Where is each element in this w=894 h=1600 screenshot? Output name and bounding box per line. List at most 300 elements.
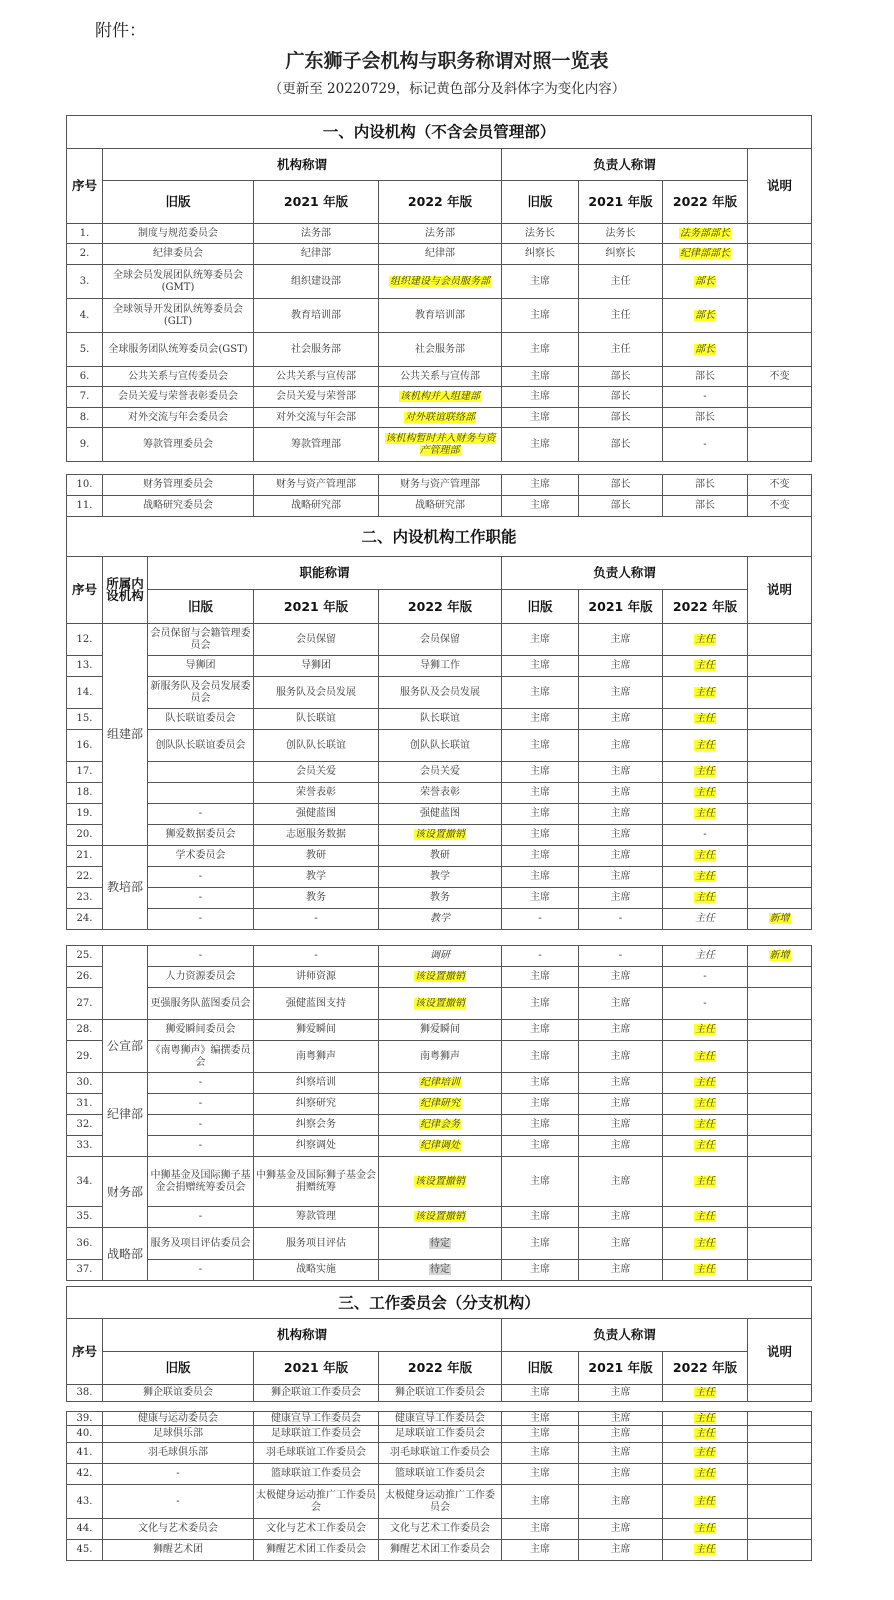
cell-text: 学术委员会 (175, 850, 226, 861)
cell-old (103, 496, 254, 517)
cell-l21 (579, 846, 663, 867)
table-row (67, 967, 812, 988)
cell-text: 部长 (610, 438, 631, 450)
cell-text: - (703, 971, 707, 982)
cell-old (148, 1207, 254, 1228)
cell-v21 (254, 1485, 379, 1519)
cell-text: 40. (76, 1428, 93, 1439)
col-seq: 序号 (67, 1319, 103, 1385)
cell-n (67, 265, 103, 299)
cell-l22 (663, 783, 748, 804)
cell-old (148, 1020, 254, 1041)
table-row (67, 387, 812, 408)
cell-text: 导狮团 (301, 660, 331, 671)
cell-text: 纠察调处 (296, 1140, 336, 1151)
cell-text: 筹款管理 (296, 1211, 336, 1222)
cell-text: - (198, 1077, 203, 1088)
cell-v22 (379, 1115, 502, 1136)
cell-note (748, 1426, 812, 1443)
cell-text: 主席 (530, 787, 550, 798)
cell-old (148, 909, 254, 930)
cell-l22 (663, 1094, 748, 1115)
document-title: 广东狮子会机构与职务称谓对照一览表 (285, 50, 609, 72)
cell-text: 调研 (430, 950, 450, 961)
cell-v22 (379, 709, 502, 730)
cell-text: 主席 (530, 1468, 550, 1479)
cell-v22 (379, 1073, 502, 1094)
col-leader-2022: 2022 年版 (663, 181, 748, 224)
cell-text: 主任 (695, 660, 715, 671)
cell-text: 主任 (695, 950, 715, 961)
col-2021: 2021 年版 (254, 181, 379, 224)
section2-title: 二、内设机构工作职能 (67, 517, 812, 557)
cell-old (148, 988, 254, 1020)
cell-text: 部长 (610, 500, 631, 511)
cell-text: 主任 (695, 1264, 715, 1275)
cell-l22 (663, 1443, 748, 1464)
cell-text: 会员关爱与荣誉部 (276, 391, 356, 402)
cell-note (748, 804, 812, 825)
cell-text: 纠察长 (605, 248, 636, 259)
cell-lo (502, 1073, 579, 1094)
cell-text: 教务 (306, 892, 326, 903)
table-row (67, 804, 812, 825)
cell-v21 (254, 387, 379, 408)
cell-l21 (579, 387, 663, 408)
attachment-label: 附件： (95, 21, 146, 41)
cell-v22 (379, 1412, 502, 1426)
cell-n (67, 1260, 103, 1281)
cell-text: 主席 (610, 1447, 631, 1458)
cell-v21 (254, 244, 379, 265)
cell-text: 部长 (610, 411, 631, 423)
cell-v22 (379, 1228, 502, 1260)
cell-text: 24. (76, 913, 93, 924)
cell-text: - (198, 1211, 203, 1222)
cell-l21 (579, 967, 663, 988)
cell-text: 主席 (610, 997, 631, 1009)
cell-text: 41. (76, 1447, 93, 1458)
cell-v21 (254, 333, 379, 367)
cell-text: 法务部 (425, 227, 455, 239)
cell-text: 主席 (530, 1237, 550, 1249)
cell-text: 狮企联谊工作委员会 (395, 1387, 485, 1398)
cell-n (67, 1464, 103, 1485)
cell-l22 (663, 677, 748, 709)
cell-text: 纪律委员会 (153, 248, 203, 259)
cell-text: 主席 (530, 1544, 550, 1555)
cell-old (103, 408, 254, 428)
cell-text: 主席 (610, 871, 631, 882)
cell-note (748, 475, 812, 496)
cell-text: 纪律部 (425, 248, 455, 259)
cell-text: 主席 (610, 1119, 631, 1130)
cell-text: 20. (76, 829, 93, 840)
cell-v22 (379, 677, 502, 709)
col-leader-old: 旧版 (502, 590, 579, 624)
cell-text: 财务与资产管理部 (400, 479, 480, 490)
cell-n (67, 988, 103, 1020)
cell-text: - (198, 1140, 203, 1151)
cell-l21 (579, 888, 663, 909)
cell-text: 文化与艺术委员会 (138, 1523, 218, 1534)
cell-text: 主席 (530, 1140, 550, 1151)
cell-note (748, 967, 812, 988)
cell-n (67, 888, 103, 909)
cell-lo (502, 367, 579, 387)
cell-text: 财务管理委员会 (143, 479, 213, 490)
cell-text: 主席 (610, 713, 631, 724)
cell-v21 (254, 1260, 379, 1281)
cell-v22 (379, 224, 502, 244)
cell-v21 (254, 1228, 379, 1260)
cell-note (748, 1157, 812, 1207)
table-row (67, 1157, 812, 1207)
cell-text: 社会服务部 (415, 343, 465, 355)
col-old: 旧版 (148, 590, 254, 624)
cell-old (148, 1260, 254, 1281)
cell-note (748, 1020, 812, 1041)
cell-old (103, 224, 254, 244)
cell-v21 (254, 496, 379, 517)
cell-l22 (663, 709, 748, 730)
table-row (67, 1443, 812, 1464)
cell-text: 主席 (530, 1447, 550, 1458)
cell-text: 主席 (530, 1211, 550, 1222)
cell-l21 (579, 1426, 663, 1443)
cell-lo (502, 804, 579, 825)
cell-text: 部长 (695, 500, 715, 511)
cell-l21 (579, 804, 663, 825)
cell-text: 狮爱瞬间 (296, 1024, 336, 1035)
cell-text: 主席 (530, 829, 550, 840)
table-row (67, 1260, 812, 1281)
col-note: 说明 (748, 557, 812, 624)
cell-note (748, 624, 812, 656)
cell-v22 (379, 656, 502, 677)
cell-text: 主席 (610, 686, 631, 698)
section3-continued-block (66, 1411, 811, 1561)
cell-v21 (254, 1443, 379, 1464)
cell-v21 (254, 367, 379, 387)
table-row (67, 224, 812, 244)
table-row (67, 1073, 812, 1094)
section3-title: 三、工作委员会（分支机构） (67, 1287, 812, 1319)
cell-v22 (379, 1485, 502, 1519)
cell-l21 (579, 1094, 663, 1115)
cell-text: - (198, 892, 203, 903)
cell-n (67, 1041, 103, 1073)
cell-text: 狮醒艺术团 (153, 1544, 203, 1555)
col-note: 说明 (748, 1319, 812, 1385)
cell-text: 主席 (530, 500, 550, 511)
table-row (67, 846, 812, 867)
cell-l22 (663, 1157, 748, 1207)
cell-n (67, 709, 103, 730)
cell-text: 战略研究委员会 (143, 500, 213, 511)
cell-note (748, 1260, 812, 1281)
cell-old (148, 967, 254, 988)
cell-lo (502, 265, 579, 299)
cell-text: 教学 (306, 871, 326, 882)
cell-text: 部长 (695, 275, 715, 287)
cell-v21 (254, 1041, 379, 1073)
cell-text: 南粤狮声 (420, 1050, 460, 1062)
cell-v22 (379, 408, 502, 428)
cell-l22 (663, 888, 748, 909)
cell-text: 强健蓝图 (420, 808, 460, 819)
cell-lo (502, 888, 579, 909)
cell-text: 主任 (695, 787, 715, 798)
cell-text: 荣誉表彰 (296, 787, 336, 798)
cell-lo (502, 1464, 579, 1485)
cell-l21 (579, 946, 663, 967)
cell-lo (502, 224, 579, 244)
cell-text: 全球领导开发团队统筹委员会(GLT) (113, 303, 243, 327)
cell-l22 (663, 387, 748, 408)
cell-text: 主席 (610, 1211, 631, 1222)
cell-n (67, 1020, 103, 1041)
cell-n (67, 1136, 103, 1157)
cell-text: - (618, 950, 623, 961)
col-leader-2021: 2021 年版 (579, 1352, 663, 1385)
cell-l21 (579, 367, 663, 387)
col-2022: 2022 年版 (379, 1352, 502, 1385)
cell-l21 (579, 1073, 663, 1094)
cell-text: 主任 (695, 1077, 715, 1088)
cell-l21 (579, 1020, 663, 1041)
table-row (67, 1540, 812, 1561)
cell-text: 战略实施 (296, 1264, 336, 1275)
table-row (67, 888, 812, 909)
cell-lo (502, 1443, 579, 1464)
cell-text: 主任 (610, 309, 631, 321)
cell-old (148, 1041, 254, 1073)
cell-lo (502, 1540, 579, 1561)
cell-lo (502, 709, 579, 730)
cell-old (148, 730, 254, 762)
cell-v22 (379, 428, 502, 462)
cell-text: 39. (76, 1412, 93, 1424)
section2-block (66, 516, 811, 930)
cell-l21 (579, 408, 663, 428)
cell-l22 (663, 846, 748, 867)
cell-l22 (663, 1540, 748, 1561)
cell-text: 主席 (530, 343, 550, 355)
cell-text: 教学 (430, 913, 450, 924)
cell-text: 羽毛球联谊工作委员会 (390, 1447, 490, 1458)
cell-v22 (379, 299, 502, 333)
cell-text: 主任 (695, 1050, 715, 1062)
cell-v21 (254, 656, 379, 677)
cell-text: 6. (79, 370, 90, 382)
cell-v22 (379, 888, 502, 909)
cell-text: 1. (79, 227, 90, 239)
cell-lo (502, 1157, 579, 1207)
cell-text: 主席 (530, 686, 550, 698)
table-row (67, 1412, 812, 1426)
cell-text: 主席 (610, 850, 631, 861)
cell-text: 主任 (695, 1237, 715, 1249)
table-row (67, 624, 812, 656)
cell-note (748, 656, 812, 677)
cell-l22 (663, 1020, 748, 1041)
cell-l22 (663, 1136, 748, 1157)
cell-text: 会员关爱 (420, 766, 460, 777)
cell-text: 主席 (610, 1468, 631, 1479)
cell-text: 主席 (610, 1428, 631, 1439)
cell-text: - (198, 1098, 203, 1109)
cell-note (748, 224, 812, 244)
cell-l21 (579, 783, 663, 804)
cell-text: 主任 (695, 633, 715, 645)
cell-text: 中狮基金及国际狮子基金会捐赠统筹委员会 (150, 1169, 251, 1193)
table-row (67, 1385, 812, 1402)
cell-text: 31. (76, 1098, 93, 1109)
cell-old (148, 1157, 254, 1207)
cell-n (67, 804, 103, 825)
cell-text: 新增 (769, 950, 790, 961)
cell-v21 (254, 1115, 379, 1136)
section1-continued-table (66, 474, 812, 517)
cell-text: 主任 (695, 739, 715, 751)
cell-text: 对外交流与年会委员会 (128, 411, 228, 423)
cell-l22 (663, 656, 748, 677)
col-leader-old: 旧版 (502, 181, 579, 224)
table-row (67, 867, 812, 888)
table-row (67, 1228, 812, 1260)
cell-text: 主席 (530, 1098, 550, 1109)
cell-text: 会员保留 (420, 633, 460, 645)
cell-text: 健康宣导工作委员会 (395, 1412, 485, 1424)
cell-v21 (254, 1136, 379, 1157)
cell-text: 部长 (695, 309, 715, 321)
cell-text: 纪律部部长 (680, 248, 730, 259)
cell-text: 主席 (610, 766, 631, 777)
cell-text: 主席 (530, 739, 550, 751)
cell-text: 羽毛球俱乐部 (148, 1447, 208, 1458)
cell-text: 法务部 (301, 227, 331, 239)
cell-note (748, 709, 812, 730)
cell-v21 (254, 888, 379, 909)
cell-v22 (379, 1094, 502, 1115)
cell-l22 (663, 244, 748, 265)
cell-v21 (254, 804, 379, 825)
cell-note (748, 1073, 812, 1094)
cell-text: 组织建设部 (291, 275, 341, 287)
cell-v21 (254, 1412, 379, 1426)
cell-text: 创队队长联谊委员会 (155, 739, 246, 751)
cell-l21 (579, 224, 663, 244)
col-leader-2021: 2021 年版 (579, 590, 663, 624)
cell-text: 38. (76, 1387, 93, 1398)
cell-text: 不变 (769, 500, 790, 511)
col-2021: 2021 年版 (254, 590, 379, 624)
cell-text: - (176, 1495, 180, 1507)
cell-old (148, 762, 254, 783)
cell-lo (502, 1115, 579, 1136)
cell-text: 该设置撤销 (415, 971, 465, 982)
cell-n (67, 1519, 103, 1540)
cell-text: 主任 (695, 1211, 715, 1222)
cell-n (67, 408, 103, 428)
cell-note (748, 496, 812, 517)
cell-n (67, 730, 103, 762)
cell-l22 (663, 1412, 748, 1426)
cell-v22 (379, 1464, 502, 1485)
cell-note (748, 1207, 812, 1228)
cell-lo (502, 244, 579, 265)
cell-l22 (663, 333, 748, 367)
cell-text: - (198, 808, 203, 819)
cell-l22 (663, 1260, 748, 1281)
cell-text: 主任 (695, 1387, 715, 1398)
cell-old (103, 1485, 254, 1519)
cell-text: 纪律研究 (420, 1098, 460, 1109)
cell-lo (502, 1385, 579, 1402)
cell-v21 (254, 988, 379, 1020)
cell-l22 (663, 1073, 748, 1094)
cell-old (103, 333, 254, 367)
cell-l21 (579, 1228, 663, 1260)
cell-text: 全球会员发展团队统筹委员会(GMT) (113, 269, 243, 293)
cell-text: 15. (76, 713, 93, 724)
cell-text: 主席 (530, 309, 550, 321)
cell-text: 主任 (695, 1428, 715, 1439)
group-cell: 组建部 (103, 624, 148, 846)
cell-note (748, 367, 812, 387)
col-org-title: 机构称谓 (103, 1319, 502, 1352)
cell-l21 (579, 475, 663, 496)
cell-lo (502, 299, 579, 333)
cell-lo (502, 1426, 579, 1443)
cell-text: - (314, 913, 318, 924)
cell-n (67, 656, 103, 677)
section2-table (66, 516, 812, 930)
cell-lo (502, 730, 579, 762)
cell-text: 主任 (695, 1468, 715, 1479)
cell-l22 (663, 909, 748, 930)
cell-v21 (254, 265, 379, 299)
cell-text: 强健蓝图支持 (286, 997, 346, 1009)
cell-l21 (579, 709, 663, 730)
cell-note (748, 1136, 812, 1157)
cell-n (67, 1485, 103, 1519)
cell-text: 主任 (695, 1175, 715, 1187)
cell-l22 (663, 367, 748, 387)
cell-text: 主任 (695, 1447, 715, 1458)
cell-v21 (254, 1157, 379, 1207)
cell-text: 篮球联谊工作委员会 (271, 1468, 361, 1479)
cell-text: 主任 (695, 913, 715, 924)
cell-old (148, 1136, 254, 1157)
cell-l21 (579, 867, 663, 888)
cell-text: 主席 (530, 1387, 550, 1398)
cell-old (148, 677, 254, 709)
cell-text: 29. (76, 1050, 93, 1062)
table-row (67, 1136, 812, 1157)
cell-n (67, 867, 103, 888)
cell-text: 22. (76, 871, 93, 882)
section1-table (66, 115, 812, 462)
cell-text: 主任 (610, 343, 631, 355)
cell-text: 强健蓝图 (296, 808, 336, 819)
cell-note (748, 1094, 812, 1115)
cell-lo (502, 428, 579, 462)
table-row (67, 1115, 812, 1136)
table-row (67, 1207, 812, 1228)
cell-text: 主席 (610, 1544, 631, 1555)
